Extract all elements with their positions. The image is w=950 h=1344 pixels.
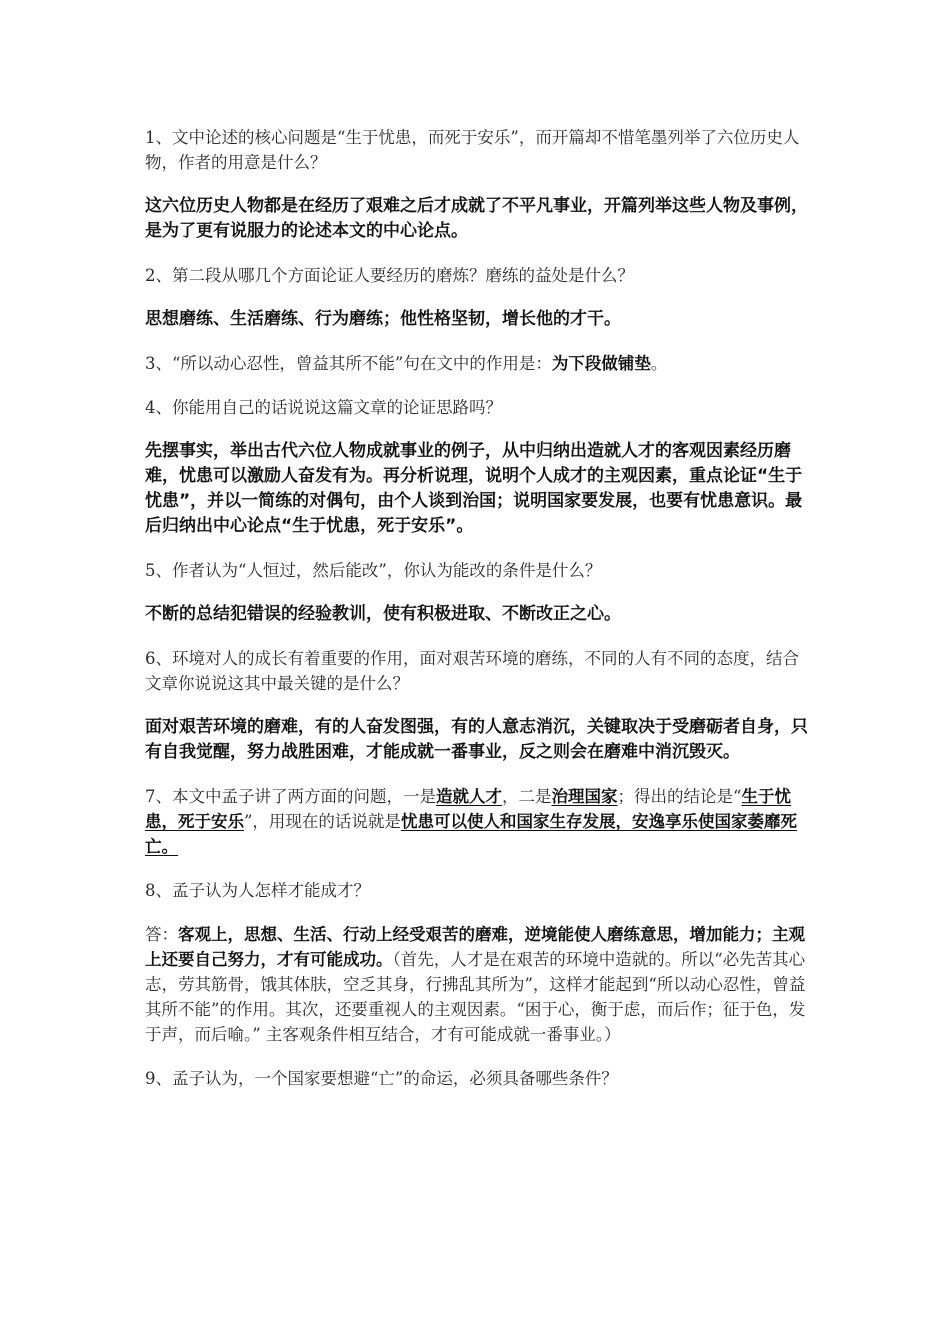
question-9: 9、孟子认为，一个国家要想避“亡”的命运，必须具备哪些条件？ — [145, 1069, 618, 1088]
answer-7-blank-1: 造就人才 — [436, 787, 502, 806]
answer-2: 思想磨练、生活磨练、行为磨练；他性格坚韧，增长他的才干。 — [145, 309, 621, 329]
answer-4: 先摆事实，举出古代六位人物成就事业的例子，从中归纳出造就人才的客观因素经历磨难，忧患可以激励人奋发有为。再分析说理，说明个人成才的主观因素，重点论证“生于忧患”，并以一简练的对偶句，由个人谈到治国；说明国家要发展，也要有忧患意识。最后归纳出中心论点“生于忧患，死于安乐”。 — [145, 441, 803, 536]
question-6: 6、环境对人的成长有着重要的作用，面对艰苦环境的磨练，不同的人有不同的态度，结合文章你说说这其中最关键的是什么？ — [145, 649, 799, 693]
answer-8 — [145, 922, 813, 1047]
question-7 — [145, 784, 813, 859]
answer-7-blank-2: 治理国家 — [551, 787, 618, 806]
question-3 — [145, 351, 813, 376]
question-4: 4、你能用自己的话说说这篇文章的论证思路吗？ — [145, 398, 502, 417]
answer-7-blank-3: 生于忧患，死于安乐 — [145, 787, 791, 831]
question-7-text-3: ；得出的结论是“ — [617, 787, 742, 806]
question-8: 8、孟子认为人怎样才能成才？ — [145, 881, 370, 900]
answer-8-label: 答： — [145, 925, 178, 944]
document-page — [145, 125, 813, 1110]
question-7-text-1: 7、本文中孟子讲了两方面的问题，一是 — [145, 787, 436, 806]
question-7-text-4: ”，用现在的话说就是 — [244, 812, 401, 831]
answer-8-bold: 客观上，思想、生活、行动上经受艰苦的磨难，逆境能使人磨练意思，增加能力；主观上还要自己努力，才有可能成功。 — [145, 925, 805, 969]
question-1: 1、文中论述的核心问题是“生于忧患，而死于安乐”，而开篇却不惜笔墨列举了六位历史人物，作者的用意是什么？ — [145, 128, 800, 172]
question-3-text: 3、“所以动心忍性，曾益其所不能”句在文中的作用是： — [145, 354, 552, 373]
question-3-suffix: 。 — [650, 354, 668, 373]
answer-3: 为下段做铺垫 — [551, 354, 651, 373]
question-5: 5、作者认为“人恒过，然后能改”，你认为能改的条件是什么？ — [145, 561, 602, 580]
answer-6: 面对艰苦环境的磨难，有的人奋发图强，有的人意志消沉，关键取决于受磨砺者自身，只有自我觉醒，努力战胜困难，才能成就一番事业，反之则会在磨难中消沉毁灭。 — [145, 717, 808, 762]
question-7-text-2: ，二是 — [502, 787, 552, 806]
answer-7-blank-4: 忧患可以使人和国家生存发展，安逸享乐使国家萎靡死亡。 — [145, 812, 797, 856]
answer-1: 这六位历史人物都是在经历了艰难之后才成就了不平凡事业，开篇列举这些人物及事例，是为了更有说服力的论述本文的中心论点。 — [145, 196, 808, 241]
answer-8-note: （首先，人才是在艰苦的环境中造就的。所以“必先苦其心志，劳其筋骨，饿其体肤，空乏其身，行拂乱其所为”，这样才能起到“所以动心忍性，曾益其所不能”的作用。其次，还要重视人的主观因素。“困于心，衡于虑，而后作；征于色，发于声，而后喻。” 主客观条件相互结合，才有可能成就一番事业。） — [145, 950, 806, 1044]
question-2: 2、第二段从哪几个方面论证人要经历的磨炼？磨练的益处是什么？ — [145, 266, 634, 285]
answer-5: 不断的总结犯错误的经验教训，使有积极进取、不断改正之心。 — [145, 604, 621, 624]
